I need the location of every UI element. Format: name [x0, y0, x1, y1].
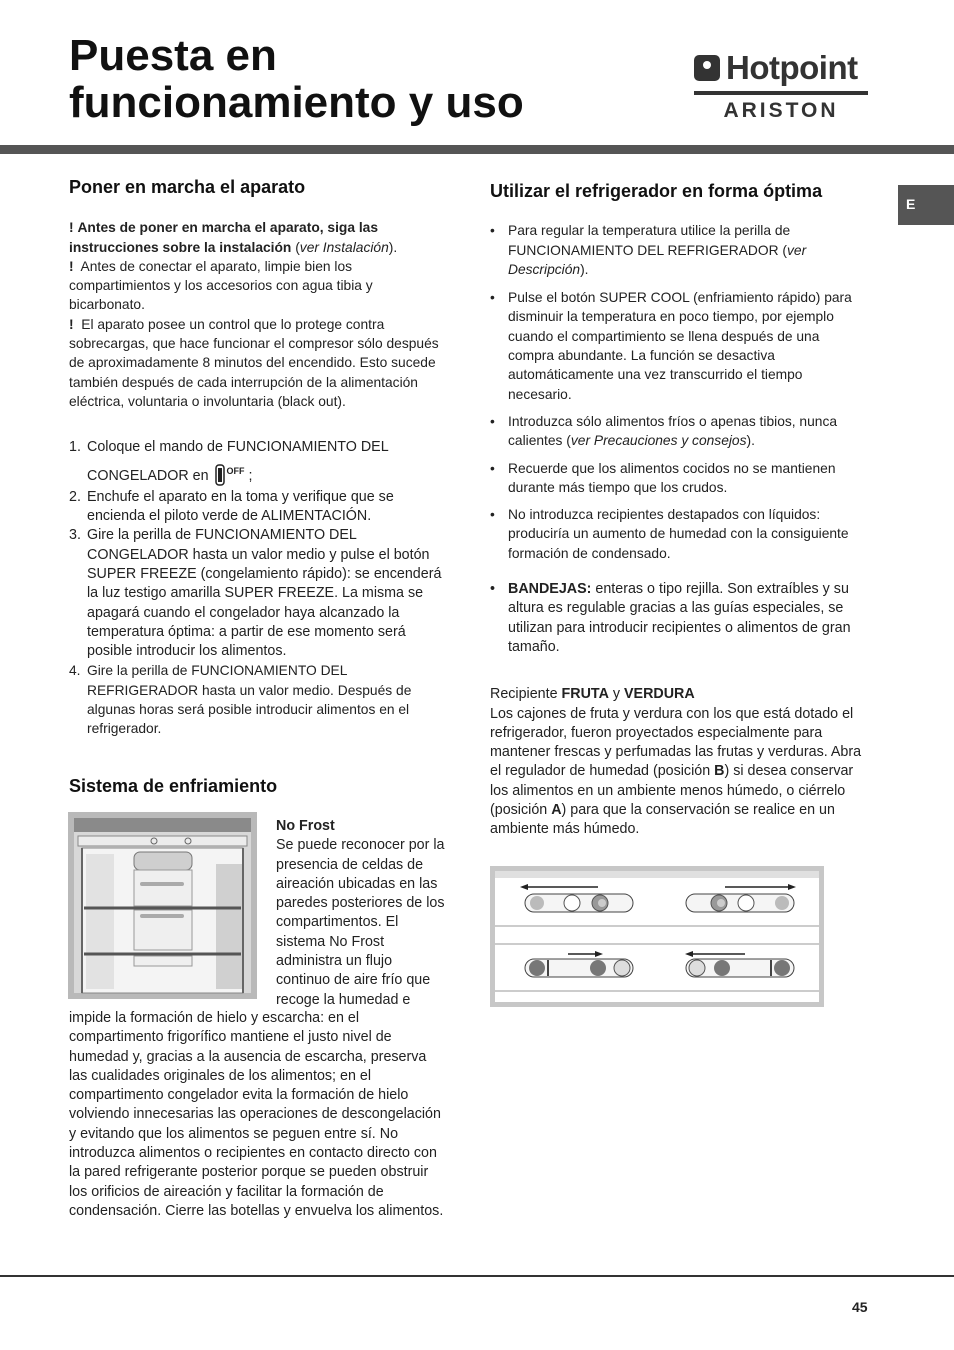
humidity-slider-image — [490, 866, 824, 1007]
position-b: B — [714, 763, 725, 780]
warning-3 — [69, 315, 447, 411]
bullet: • — [490, 413, 495, 429]
step-text: Gire la perilla de FUNCIONAMIENTO DEL CONGELADOR hasta un valor medio y pulse el botón SUPER FREEZE (congelamiento rápido): se encenderá la luz testigo amarilla SUPER FREEZE. La misma se apagará cuando el congelador haya alcanzado la temperatura óptima: a partir de ese momento será posible introducir los alimentos. — [87, 527, 442, 660]
cooling-heading-block — [69, 777, 447, 796]
step-1-text: Coloque el mando de FUNCIONAMIENTO DEL CONGELADOR en — [87, 439, 389, 484]
tip-item — [490, 221, 866, 279]
steps-block — [69, 435, 447, 739]
brand-logo — [694, 50, 868, 123]
warning-1-bold: Antes de poner en marcha el aparato, siga las instrucciones sobre la instalación — [69, 220, 379, 255]
bullet: • — [490, 460, 495, 476]
hotpoint-logo-icon — [694, 55, 720, 81]
no-frost-text-wrap: Se puede reconocer por la presencia de celdas de aireación ubicadas en las paredes posteriores de los compartimentos. El sistema No Frost administra un flujo continuo de aire frío que recoge la humedad e — [276, 837, 445, 1008]
container-veg: VERDURA — [624, 686, 695, 703]
bullet: • — [490, 223, 495, 239]
warning-1-ref: ver Instalación — [299, 239, 389, 255]
tip-text: Pulse el botón SUPER COOL (enfriamiento rápido) para disminuir la temperatura en poco tiempo, por ejemplo cuando el compartimiento se llena después de una compra abundante. La función se desactiva automáticamente una vez transcurrido el tiempo necesario. — [508, 290, 852, 402]
tip-ref: ver Precauciones y consejos — [570, 433, 747, 449]
step-text — [87, 435, 447, 488]
fridge-interior-image — [68, 812, 257, 999]
off-label: OFF — [226, 466, 245, 476]
tip-item — [490, 580, 866, 657]
step-item — [69, 526, 447, 661]
position-a: A — [551, 802, 562, 819]
container-text — [490, 705, 866, 840]
warning-3-mark: ! — [69, 316, 74, 332]
step-number: 2. — [69, 488, 81, 505]
no-frost-wrap — [276, 817, 448, 1010]
bullet: • — [490, 507, 495, 523]
no-frost-continued — [69, 1009, 447, 1221]
tip-text: Para regular la temperatura utilice la perilla de FUNCIONAMIENTO DEL REFRIGERADOR ( — [508, 223, 791, 258]
freezer-knob-icon — [215, 464, 225, 486]
right-column — [490, 182, 866, 840]
logo-divider — [694, 91, 868, 95]
tip-ref: ver Descripción — [508, 242, 807, 277]
container-text-a: Los cajones de fruta y verdura con los que está dotado el refrigerador, fueron proyectados especialmente para mantener frescas y perfumadas las frutas y verduras. Abra el regulador de humedad (posición — [490, 705, 862, 780]
step-item — [69, 488, 447, 527]
warning-1-paren: ( — [291, 239, 300, 255]
warning-2 — [69, 257, 447, 315]
fridge-illustration — [68, 812, 257, 999]
tip-item — [490, 288, 866, 404]
warning-3-text: El aparato posee un control que lo protege contra sobrecargas, que hace funcionar el compresor sólo después de aproximadamente 8 minutos del encendido. Esto sucede también después de cada interrupción de la alimentación eléctrica, voluntaria o involuntaria (black out). — [69, 316, 439, 409]
page-title — [69, 32, 524, 126]
step-text: Gire la perilla de FUNCIONAMIENTO DEL REFRIGERADOR hasta un valor medio. Después de algunas horas será posible introducir alimentos en el refrigerador. — [87, 663, 412, 737]
tip-text: enteras o tipo rejilla. Son extraíbles y su altura es regulable gracias a las guías especiales, se utilizan para introducir recipientes o alimentos de gran tamaño. — [508, 581, 851, 655]
title-line-2: funcionamiento y uso — [69, 78, 524, 127]
step-number: 4. — [69, 663, 81, 679]
heading-cooling-system: Sistema de enfriamiento — [69, 776, 278, 796]
title-line-1: Puesta en — [69, 31, 277, 80]
warning-2-text: Antes de conectar el aparato, limpie bien los compartimientos y los accesorios con agua tibia y bicarbonato. — [69, 258, 373, 313]
container-fruit: FRUTA — [561, 686, 609, 703]
footer-rule — [0, 1275, 954, 1277]
tip-item — [490, 412, 866, 451]
step-item — [69, 661, 447, 738]
container-text-c: ) si desea conservar los alimentos en un ambiente menos húmedo, o ciérrelo (posición — [490, 763, 854, 819]
no-frost-title: No Frost — [276, 818, 335, 834]
tip-end: ). — [580, 261, 589, 277]
step-1-end: ; — [248, 467, 253, 484]
heading-optimal-use: Utilizar el refrigerador en forma óptima — [490, 181, 823, 201]
step-number: 3. — [69, 527, 81, 544]
warning-2-mark: ! — [69, 258, 74, 274]
tip-item — [490, 505, 866, 563]
tip-text: Recuerde que los alimentos cocidos no se mantienen durante más tiempo que los crudos. — [508, 460, 836, 495]
container-text-e: ) para que la conservación se realice en un ambiente más húmedo. — [490, 802, 835, 838]
logo-subbrand: ARISTON — [723, 99, 839, 122]
tip-item — [490, 459, 866, 498]
bullet: • — [490, 290, 495, 306]
logo-brand: Hotpoint — [726, 49, 858, 86]
warning-1 — [69, 218, 447, 257]
warning-1-mark: ! — [69, 220, 74, 236]
humidity-regulator-illustration — [490, 866, 824, 1007]
language-tab: E — [898, 185, 954, 225]
page-number: 45 — [852, 1299, 868, 1315]
step-text: Enchufe el aparato en la toma y verifique que se encienda el piloto verde de ALIMENTACIÓN. — [87, 488, 394, 525]
tips-list — [490, 221, 866, 657]
tip-end: ). — [746, 433, 755, 449]
header-rule — [0, 145, 954, 154]
no-frost-text-full: impide la formación de hielo y escarcha: en el compartimento frigorífico mantiene el justo nivel de humedad y, gracias a la ausencia de escarcha, preserva las cualidades originales de los alimentos; en el compartimento congelador evita la formación de hielo volviendo innecesarias las operaciones de descongelación y evitando que los alimentos se peguen entre sí. No introduzca alimentos o recipientes en contacto directo con la pared refrigerante posterior porque se pueden obstruir los orificios de aireación y facilitar la formación de condensación. Cierre las botellas y envuelva los alimentos. — [69, 1010, 444, 1219]
bullet: • — [490, 581, 496, 598]
container-label: Recipiente — [490, 686, 562, 703]
left-column-top — [69, 178, 447, 411]
start-steps — [69, 435, 447, 739]
step-number: 1. — [69, 439, 81, 455]
tip-bold: BANDEJAS: — [508, 581, 592, 598]
step-item — [69, 435, 447, 488]
tip-text: No introduzca recipientes destapados con líquidos: produciría un aumento de humedad con la consiguiente formación de condensado. — [508, 507, 849, 561]
container-and: y — [608, 686, 625, 703]
tip-text: Introduzca sólo alimentos fríos o apenas tibios, nunca calientes ( — [508, 413, 838, 449]
warning-list — [69, 218, 447, 411]
heading-start-appliance: Poner en marcha el aparato — [69, 177, 306, 197]
warning-1-close: ). — [388, 239, 398, 255]
container-title — [490, 685, 866, 704]
